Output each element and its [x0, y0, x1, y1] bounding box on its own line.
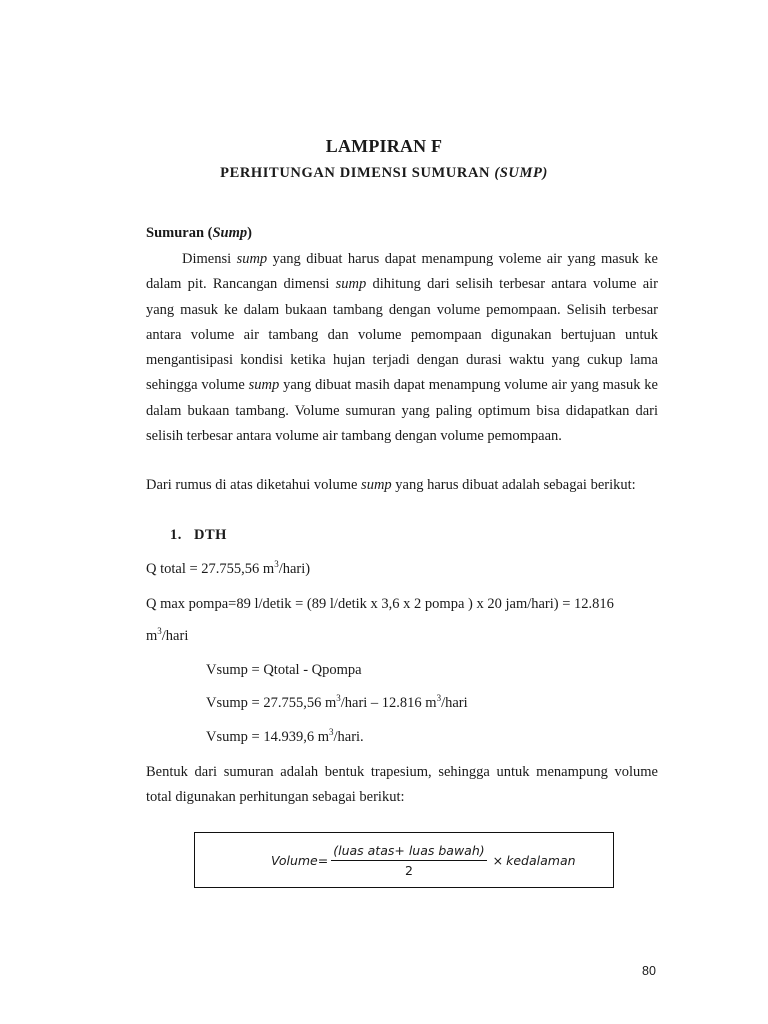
superscript: 3 — [157, 626, 162, 637]
formula-equals: = — [317, 853, 329, 868]
italic-term: sump — [335, 276, 367, 293]
formula-denominator: 2 — [404, 863, 413, 878]
q-total-text: Q total = 27.755,56 m — [146, 561, 275, 577]
page-number: 80 — [642, 964, 656, 978]
superscript: 3 — [274, 559, 279, 570]
paragraph-text: Dimensi — [182, 251, 237, 267]
paragraph-intro — [146, 247, 658, 449]
vsump-result-line — [206, 729, 364, 746]
vsump-substitution-line — [206, 695, 468, 712]
formula-lhs: Volume — [271, 853, 318, 868]
q-max-unit: m — [146, 628, 158, 644]
section-heading — [146, 225, 252, 242]
paragraph-formula-intro — [146, 473, 658, 498]
q-total-line — [146, 561, 310, 578]
subtitle-main: PERHITUNGAN DIMENSI SUMURAN — [220, 165, 491, 181]
superscript: 3 — [436, 693, 442, 704]
volume-formula — [271, 843, 576, 878]
formula-box — [194, 832, 614, 888]
paragraph-text: yang dibuat masih dapat menampung volume air yang masuk ke dalam bukaan tambang. Volume sumuran yang paling optimum bisa didapatkan dari selisih terbesar antara volume air tambang dengan volume pemompaan. — [146, 377, 658, 445]
superscript: 3 — [328, 727, 334, 738]
section-label-end: ) — [247, 225, 252, 241]
vsump-formula: Vsump = Qtotal - Qpompa — [206, 662, 362, 678]
q-max-line — [146, 596, 658, 613]
vsump-sub-c: /hari — [441, 695, 468, 711]
q-max-text: Q max pompa=89 l/detik = (89 l/detik x 3,6 x 2 pompa ) x 20 jam/hari) = 12.816 — [146, 596, 614, 612]
vsump-result-a: Vsump = 14.939,6 m — [206, 729, 329, 745]
formula-times: × — [492, 853, 504, 868]
vsump-sub-a: Vsump = 27.755,56 m — [206, 695, 337, 711]
paragraph-text: Dari rumus di atas diketahui volume — [146, 477, 362, 493]
vsump-formula-line — [206, 662, 362, 679]
appendix-title: LAMPIRAN F — [325, 136, 443, 156]
q-total-unit: /hari) — [278, 561, 311, 577]
list-label: DTH — [194, 527, 227, 543]
italic-term: sump — [236, 251, 268, 267]
paragraph-text: dihitung dari selisih terbesar antara volume air yang masuk ke dalam bukaan tambang dengan volume pemompaan. Selisih terbesar antara volume air tambang dan volume pemompaan digunakan bertujuan untuk mengantisipasi kondisi ketika hujan terjadi dengan durasi waktu yang cukup lama sehingga volume — [146, 276, 658, 394]
italic-term: sump — [248, 377, 280, 394]
q-max-unit-rest: /hari — [161, 628, 189, 644]
list-item-dth — [170, 527, 227, 544]
formula-numerator: (luas atas+ luas bawah) — [331, 843, 486, 861]
paragraph-text: yang harus dibuat adalah sebagai berikut: — [391, 477, 636, 493]
list-number: 1. — [170, 527, 182, 543]
italic-term: sump — [361, 477, 392, 493]
section-label-italic: Sump — [212, 225, 248, 241]
formula-fraction — [331, 843, 486, 878]
subtitle-italic: (SUMP) — [494, 165, 548, 181]
formula-rhs: kedalaman — [506, 853, 576, 868]
paragraph-trapezoid: Bentuk dari sumuran adalah bentuk trapesium, sehingga untuk menampung volume total digunakan perhitungan sebagai berikut: — [146, 764, 658, 806]
vsump-result-b: /hari. — [333, 729, 364, 745]
superscript: 3 — [336, 693, 341, 704]
appendix-subtitle — [0, 165, 768, 182]
paragraph-text: yang dibuat harus dapat menampung voleme air yang masuk ke dalam pit. Rancangan dimensi — [146, 251, 658, 293]
q-max-unit-line — [146, 628, 188, 645]
section-label-start: Sumuran ( — [146, 225, 213, 241]
vsump-sub-b: /hari – 12.816 m — [340, 695, 437, 711]
